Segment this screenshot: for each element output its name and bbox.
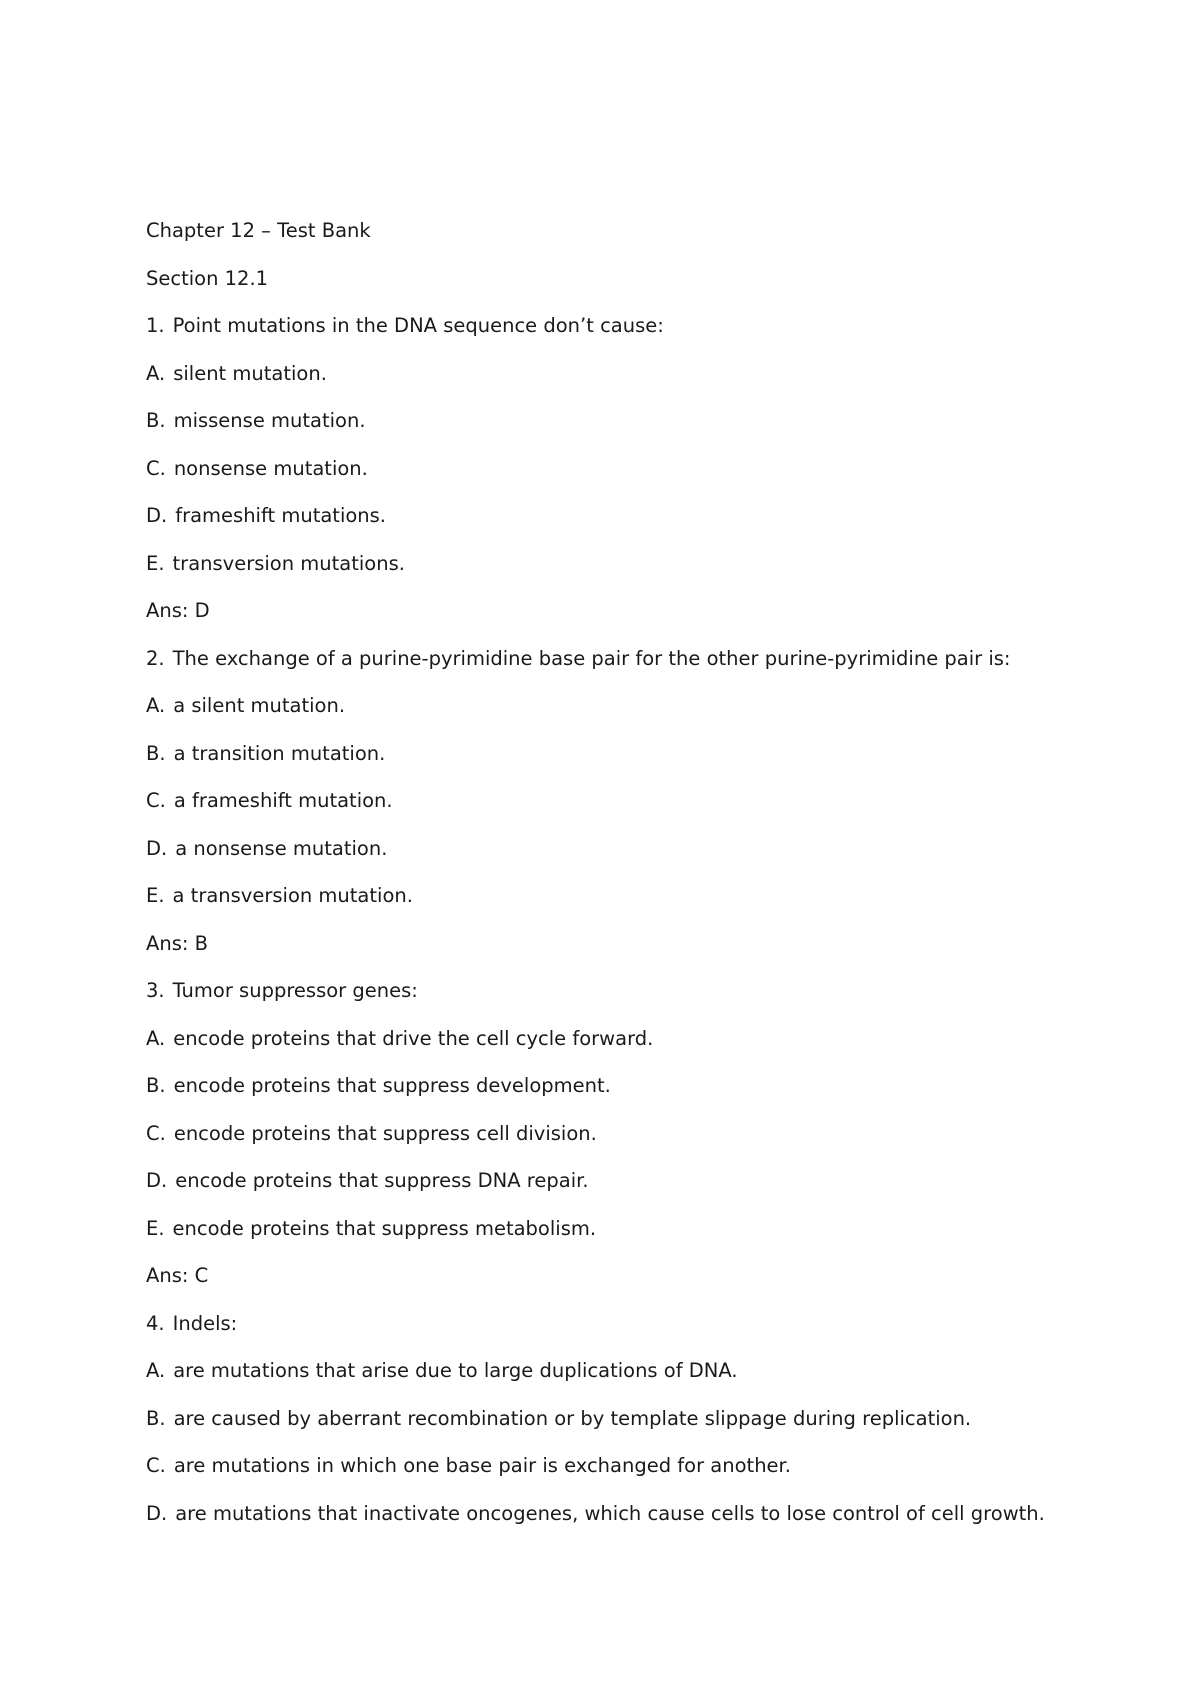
answer-option (146, 1025, 1076, 1052)
option-letter: D. (146, 1169, 168, 1192)
question-text: Tumor suppressor genes: (172, 979, 418, 1002)
option-letter: A. (146, 694, 166, 717)
section-title: Section 12.1 (146, 266, 269, 290)
question-1 (146, 312, 1076, 624)
option-text: encode proteins that suppress cell division. (173, 1121, 597, 1145)
question-text: The exchange of a purine-pyrimidine base pair for the other purine-pyrimidine pair is: (172, 646, 1011, 670)
option-letter: B. (146, 409, 166, 432)
answer-key: Ans: D (146, 599, 210, 622)
option-text: a nonsense mutation. (175, 836, 388, 860)
option-letter: C. (146, 456, 166, 480)
option-letter: C. (146, 1121, 166, 1145)
option-letter: D. (146, 1501, 168, 1525)
answer-option (146, 740, 1076, 767)
answer-option (146, 1500, 1076, 1527)
answer-option (146, 835, 1076, 862)
option-text: a frameshift mutation. (173, 789, 393, 812)
answer-option (146, 787, 1076, 814)
question-3 (146, 977, 1076, 1289)
option-letter: D. (146, 836, 168, 860)
option-letter: E. (146, 1216, 165, 1240)
answer-option (146, 1215, 1076, 1242)
answer-option (146, 455, 1076, 482)
answer-option (146, 1357, 1076, 1384)
question-4 (146, 1310, 1076, 1527)
option-letter: A. (146, 1026, 166, 1050)
option-text: frameshift mutations. (175, 504, 387, 527)
option-letter: E. (146, 884, 165, 907)
option-text: nonsense mutation. (173, 456, 368, 480)
option-text: are mutations that arise due to large duplications of DNA. (173, 1359, 738, 1382)
answer-option (146, 360, 1076, 387)
question-number: 3. (146, 979, 165, 1002)
answer-option (146, 882, 1076, 909)
question-number: 2. (146, 646, 165, 670)
answer-option (146, 502, 1076, 529)
option-text: encode proteins that suppress DNA repair. (175, 1169, 589, 1192)
option-text: a transition mutation. (173, 741, 386, 765)
option-text: encode proteins that suppress development. (173, 1074, 611, 1097)
option-letter: E. (146, 551, 165, 575)
answer-option (146, 1452, 1076, 1479)
answer-option (146, 692, 1076, 719)
option-letter: A. (146, 1359, 166, 1382)
answer-key: Ans: C (146, 1264, 209, 1287)
option-letter: B. (146, 1074, 166, 1097)
option-text: encode proteins that suppress metabolism. (172, 1216, 597, 1240)
option-letter: A. (146, 361, 166, 385)
option-text: are mutations in which one base pair is exchanged for another. (173, 1454, 791, 1477)
question-stem (146, 312, 1076, 339)
question-stem (146, 977, 1076, 1004)
answer-option (146, 1405, 1076, 1432)
option-text: a silent mutation. (173, 694, 346, 717)
answer-option (146, 407, 1076, 434)
option-text: a transversion mutation. (172, 884, 413, 907)
question-stem (146, 645, 1076, 672)
option-letter: D. (146, 504, 168, 527)
question-stem (146, 1310, 1076, 1337)
question-2 (146, 645, 1076, 957)
question-number: 4. (146, 1311, 165, 1335)
option-text: are caused by aberrant recombination or by template slippage during replication. (173, 1406, 972, 1430)
option-letter: B. (146, 741, 166, 765)
option-text: are mutations that inactivate oncogenes, which cause cells to lose control of cell growth. (175, 1501, 1045, 1525)
answer-option (146, 1072, 1076, 1099)
option-letter: C. (146, 1454, 166, 1477)
chapter-title: Chapter 12 – Test Bank (146, 219, 371, 242)
option-text: transversion mutations. (172, 551, 405, 575)
question-number: 1. (146, 314, 165, 337)
option-text: missense mutation. (173, 409, 366, 432)
option-text: encode proteins that drive the cell cycle forward. (173, 1026, 654, 1050)
question-text: Point mutations in the DNA sequence don’t cause: (172, 314, 664, 337)
option-letter: B. (146, 1406, 166, 1430)
answer-option (146, 1167, 1076, 1194)
option-text: silent mutation. (173, 361, 327, 385)
question-text: Indels: (172, 1311, 238, 1335)
document-body (146, 217, 1076, 1547)
answer-option (146, 1120, 1076, 1147)
answer-key: Ans: B (146, 931, 209, 955)
option-letter: C. (146, 789, 166, 812)
answer-option (146, 550, 1076, 577)
